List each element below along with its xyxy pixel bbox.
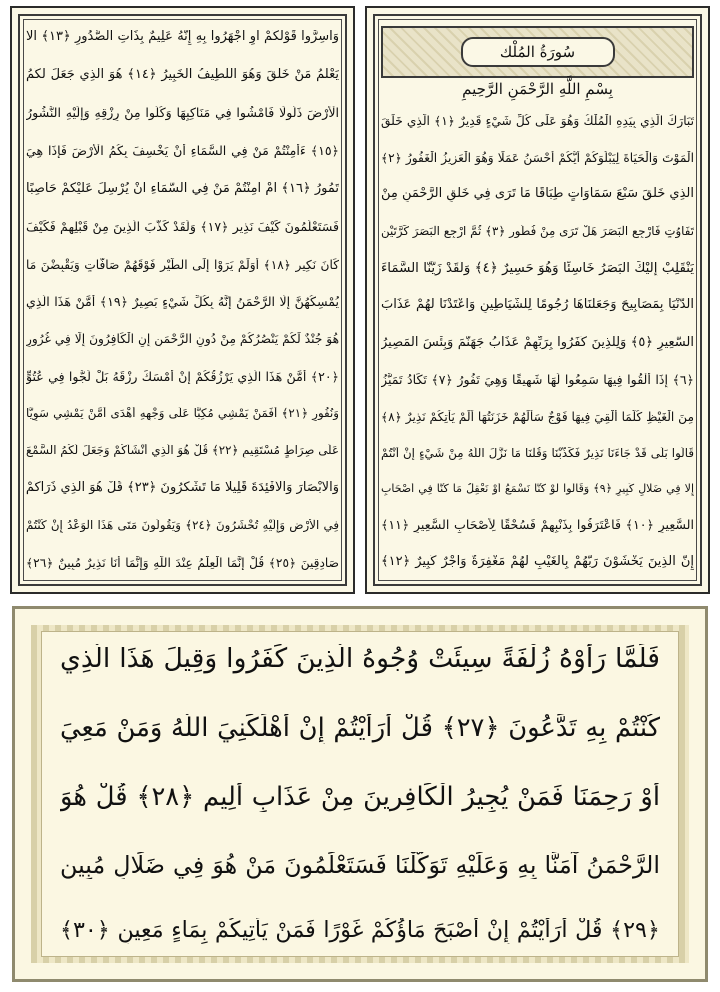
verse-lines-bottom [60, 644, 660, 944]
verse-line: الَّذِي خَلَقَ سَبْعَ سَمَاوَاتٍ طِبَاقًا مَا تَرَى فِي خَلْقِ الرَّحْمَنِ مِنْ [381, 187, 694, 202]
verse-line: فِي الْأَرْضِ وَإِلَيْهِ تُحْشَرُونَ ﴿٢٤﴾ وَيَقُولُونَ مَتَى هَذَا الْوَعْدُ إِنْ كُنْتُمْ [26, 519, 339, 533]
verse-line: الْمَوْتَ وَالْحَيَاةَ لِيَبْلُوَكُمْ أَيُّكُمْ أَحْسَنُ عَمَلًا وَهُوَ الْعَزِيزُ الْغَفُورُ ﴿٢﴾ [381, 150, 694, 165]
verse-line: الرَّحْمَنُ آمَنَّا بِهِ وَعَلَيْهِ تَوَكَّلْنَا فَسَتَعْلَمُونَ مَنْ هُوَ فِي ضَلَالٍ مُبِينٍ [60, 851, 660, 879]
verse-line: وَنُفُورٍ ﴿٢١﴾ أَفَمَنْ يَمْشِي مُكِبًّا عَلَى وَجْهِهِ أَهْدَى أَمَّنْ يَمْشِي سَوِيًّا [26, 407, 339, 421]
verse-line: مِنَ الْغَيْظِ كُلَّمَا أُلْقِيَ فِيهَا فَوْجٌ سَأَلَهُمْ خَزَنَتُهَا أَلَمْ يَأْتِكُمْ نَذِيرٌ ﴿٨﴾ [381, 410, 694, 425]
verse-line: السَّعِيرِ ﴿١٠﴾ فَاعْتَرَفُوا بِذَنْبِهِمْ فَسُحْقًا لِأَصْحَابِ السَّعِيرِ ﴿١١﴾ [381, 518, 694, 533]
basmala: بِسْمِ اللَّهِ الرَّحْمَنِ الرَّحِيمِ [462, 80, 613, 98]
mushaf-page-right [365, 6, 710, 594]
verse-line: إِلَّا فِي ضَلَالٍ كَبِيرٍ ﴿٩﴾ وَقَالُوا لَوْ كُنَّا نَسْمَعُ أَوْ نَعْقِلُ مَا كُنَّا فِي أَصْحَابِ [381, 482, 694, 495]
verse-line: كَانَ نَكِيرِ ﴿١٨﴾ أَوَلَمْ يَرَوْا إِلَى الطَّيْرِ فَوْقَهُمْ صَافَّاتٍ وَيَقْبِضْنَ مَا [26, 257, 339, 272]
verse-line: الْأَرْضَ ذَلُولًا فَامْشُوا فِي مَنَاكِبِهَا وَكُلُوا مِنْ رِزْقِهِ وَإِلَيْهِ النُّشُورُ [26, 106, 339, 121]
verse-line: إِنَّ الَّذِينَ يَخْشَوْنَ رَبَّهُمْ بِالْغَيْبِ لَهُمْ مَغْفِرَةٌ وَأَجْرٌ كَبِيرٌ ﴿١٢﴾ [381, 555, 694, 570]
verse-line: وَالْأَبْصَارَ وَالْأَفْئِدَةَ قَلِيلًا مَا تَشْكُرُونَ ﴿٢٣﴾ قُلْ هُوَ الَّذِي ذَرَأَكُمْ [26, 480, 339, 495]
verse-line: ﴿١٥﴾ ءَأَمِنْتُمْ مَنْ فِي السَّمَاءِ أَنْ يَخْسِفَ بِكُمُ الْأَرْضَ فَإِذَا هِيَ [26, 144, 339, 158]
verse-lines-left [26, 30, 339, 570]
verse-lines-right [381, 114, 694, 570]
verses-area [41, 631, 679, 957]
verse-line: وَأَسِرُّوا قَوْلَكُمْ أَوِ اجْهَرُوا بِهِ إِنَّهُ عَلِيمٌ بِذَاتِ الصُّدُورِ ﴿١٣﴾ أَلَا [26, 30, 339, 44]
surah-header-ornament [381, 26, 694, 78]
verse-line: تَمُورُ ﴿١٦﴾ أَمْ أَمِنْتُمْ مَنْ فِي السَّمَاءِ أَنْ يُرْسِلَ عَلَيْكُمْ حَاصِبًا [26, 181, 339, 196]
verse-line: فَسَتَعْلَمُونَ كَيْفَ نَذِيرِ ﴿١٧﴾ وَلَقَدْ كَذَّبَ الَّذِينَ مِنْ قَبْلِهِمْ فَكَيْفَ [26, 219, 339, 234]
verse-line: هُوَ جُنْدٌ لَكُمْ يَنْصُرُكُمْ مِنْ دُونِ الرَّحْمَنِ إِنِ الْكَافِرُونَ إِلَّا فِي غُرُورٍ [26, 332, 339, 347]
verse-line: ﴿٢٩﴾ قُلْ أَرَأَيْتُمْ إِنْ أَصْبَحَ مَاؤُكُمْ غَوْرًا فَمَنْ يَأْتِيكُمْ بِمَاءٍ مَعِينٍ ﴿٣٠﴾ [60, 918, 660, 944]
verse-line: كُنْتُمْ بِهِ تَدَّعُونَ ﴿٢٧﴾ قُلْ أَرَأَيْتُمْ إِنْ أَهْلَكَنِيَ اللَّهُ وَمَنْ مَعِيَ [60, 713, 660, 743]
verse-line: صَادِقِينَ ﴿٢٥﴾ قُلْ إِنَّمَا الْعِلْمُ عِنْدَ اللَّهِ وَإِنَّمَا أَنَا نَذِيرٌ مُبِينٌ ﴿٢٦﴾ [26, 555, 339, 570]
verse-line: يَعْلَمُ مَنْ خَلَقَ وَهُوَ اللَّطِيفُ الْخَبِيرُ ﴿١٤﴾ هُوَ الَّذِي جَعَلَ لَكُمُ [26, 68, 339, 83]
verse-line: ﴿٢٠﴾ أَمَّنْ هَذَا الَّذِي يَرْزُقُكُمْ إِنْ أَمْسَكَ رِزْقَهُ بَلْ لَجُّوا فِي عُتُوٍّ [26, 369, 339, 384]
verse-line: السَّعِيرِ ﴿٥﴾ وَلِلَّذِينَ كَفَرُوا بِرَبِّهِمْ عَذَابُ جَهَنَّمَ وَبِئْسَ الْمَصِيرُ [381, 335, 694, 350]
verse-line: تَبَارَكَ الَّذِي بِيَدِهِ الْمُلْكُ وَهُوَ عَلَى كُلِّ شَيْءٍ قَدِيرٌ ﴿١﴾ الَّذِي خَلَقَ [381, 114, 694, 128]
mushaf-page-left [10, 6, 355, 594]
verse-line: عَلَى صِرَاطٍ مُسْتَقِيمٍ ﴿٢٢﴾ قُلْ هُوَ الَّذِي أَنْشَأَكُمْ وَجَعَلَ لَكُمُ السَّمْعَ [26, 444, 339, 458]
verse-line: تَفَاوُتٍ فَارْجِعِ الْبَصَرَ هَلْ تَرَى مِنْ فُطُورٍ ﴿٣﴾ ثُمَّ ارْجِعِ الْبَصَرَ كَرَّتَيْنِ [381, 224, 694, 238]
verse-line: ﴿٦﴾ إِذَا أُلْقُوا فِيهَا سَمِعُوا لَهَا شَهِيقًا وَهِيَ تَفُورُ ﴿٧﴾ تَكَادُ تَمَيَّزُ [381, 373, 694, 388]
enlarged-verses-panel [12, 606, 708, 982]
verse-line: أَوْ رَحِمَنَا فَمَنْ يُجِيرُ الْكَافِرِينَ مِنْ عَذَابٍ أَلِيمٍ ﴿٢٨﴾ قُلْ هُوَ [60, 782, 660, 812]
verse-line: يُمْسِكُهُنَّ إِلَّا الرَّحْمَنُ إِنَّهُ بِكُلِّ شَيْءٍ بَصِيرٌ ﴿١٩﴾ أَمَّنْ هَذَا الَّذِي [26, 294, 339, 309]
verse-line: يَنْقَلِبْ إِلَيْكَ الْبَصَرُ خَاسِئًا وَهُوَ حَسِيرٌ ﴿٤﴾ وَلَقَدْ زَيَّنَّا السَّمَاءَ [381, 260, 694, 276]
verse-line: الدُّنْيَا بِمَصَابِيحَ وَجَعَلْنَاهَا رُجُومًا لِلشَّيَاطِينِ وَأَعْتَدْنَا لَهُمْ عَذَابَ [381, 298, 694, 313]
surah-title: سُورَةُ المُلْك [461, 37, 615, 67]
verse-line: فَلَمَّا رَأَوْهُ زُلْفَةً سِيئَتْ وُجُوهُ الَّذِينَ كَفَرُوا وَقِيلَ هَذَا الَّذِي [60, 644, 660, 674]
verse-line: قَالُوا بَلَى قَدْ جَاءَنَا نَذِيرٌ فَكَذَّبْنَا وَقُلْنَا مَا نَزَّلَ اللَّهُ مِنْ شَيْءٍ إِنْ أَنْتُمْ [381, 446, 694, 460]
